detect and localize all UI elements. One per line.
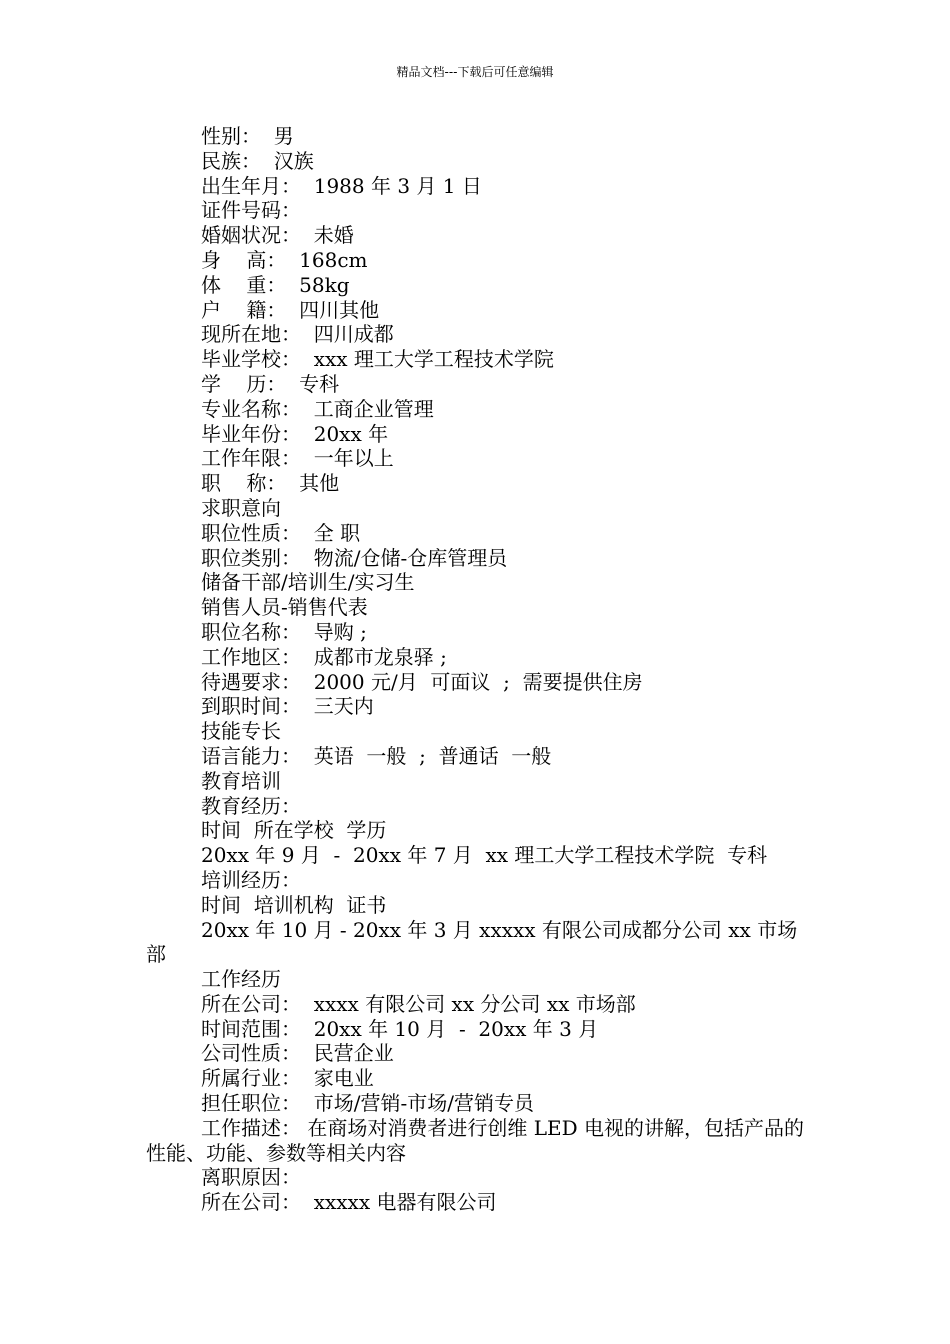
field-company-nature: 公司性质： 民营企业 bbox=[201, 1041, 394, 1066]
field-weight: 体 重： 58kg bbox=[201, 272, 350, 297]
education-row: 20xx 年 9 月 - 20xx 年 7 月 xx 理工大学工程技术学院 专科 bbox=[201, 843, 768, 868]
field-position: 担任职位： 市场/营销-市场/营销专员 bbox=[201, 1091, 534, 1116]
field-company-2: 所在公司： xxxxx 电器有限公司 bbox=[201, 1190, 497, 1215]
field-job-category: 职位类别： 物流/仓储-仓库管理员 bbox=[201, 545, 508, 570]
job-category-item: 储备干部/培训生/实习生 bbox=[201, 570, 415, 595]
field-time-range: 时间范围： 20xx 年 10 月 - 20xx 年 3 月 bbox=[201, 1016, 599, 1041]
field-major: 专业名称： 工商企业管理 bbox=[201, 396, 434, 421]
page-header: 精品文档---下载后可任意编辑 bbox=[396, 65, 554, 79]
field-ethnicity: 民族： 汉族 bbox=[201, 148, 314, 173]
training-header-row: 时间 培训机构 证书 bbox=[201, 892, 387, 917]
field-job-nature: 职位性质： 全 职 bbox=[201, 520, 361, 545]
section-work-experience: 工作经历 bbox=[201, 967, 281, 992]
field-company: 所在公司： xxxx 有限公司 xx 分公司 xx 市场部 bbox=[201, 991, 636, 1016]
field-start-time: 到职时间： 三天内 bbox=[201, 694, 374, 719]
section-education-training: 教育培训 bbox=[201, 768, 281, 793]
field-birth-date: 出生年月： 1988 年 3 月 1 日 bbox=[201, 173, 482, 198]
field-current-location: 现所在地： 四川成都 bbox=[201, 322, 394, 347]
field-job-description: 工作描述： 在商场对消费者进行创维 LED 电视的讲解，包括产品的性能、功能、参数等相关内容 bbox=[146, 1115, 804, 1165]
field-job-name: 职位名称： 导购 ; bbox=[201, 619, 367, 644]
field-education: 学 历： 专科 bbox=[201, 371, 340, 396]
field-work-area: 工作地区： 成都市龙泉驿 ; bbox=[201, 644, 447, 669]
field-language: 语言能力： 英语 一般 ; 普通话 一般 bbox=[201, 743, 552, 768]
field-height: 身 高： 168cm bbox=[201, 247, 368, 272]
education-header-row: 时间 所在学校 学历 bbox=[201, 818, 387, 843]
field-household-registration: 户 籍： 四川其他 bbox=[201, 297, 380, 322]
training-row: 20xx 年 10 月 - 20xx 年 3 月 xxxxx 有限公司成都分公司 xx 市场部 bbox=[146, 917, 798, 967]
resume-body bbox=[146, 124, 810, 1215]
field-marital-status: 婚姻状况： 未婚 bbox=[201, 223, 354, 248]
field-gender: 性别： 男 bbox=[201, 124, 294, 148]
field-leave-reason: 离职原因： bbox=[201, 1165, 301, 1190]
field-graduate-school: 毕业学校： xxx 理工大学工程技术学院 bbox=[201, 347, 554, 372]
section-job-intention: 求职意向 bbox=[201, 495, 281, 520]
field-work-years: 工作年限： 一年以上 bbox=[201, 446, 394, 471]
job-category-item: 销售人员-销售代表 bbox=[201, 595, 368, 620]
field-id-number: 证件号码： bbox=[201, 198, 301, 223]
field-graduation-year: 毕业年份： 20xx 年 bbox=[201, 421, 389, 446]
field-title: 职 称： 其他 bbox=[201, 471, 340, 496]
field-salary: 待遇要求： 2000 元/月 可面议 ; 需要提供住房 bbox=[201, 669, 643, 694]
field-training-history: 培训经历： bbox=[201, 867, 301, 892]
field-industry: 所属行业： 家电业 bbox=[201, 1066, 374, 1091]
section-skills: 技能专长 bbox=[201, 719, 281, 744]
field-education-history: 教育经历： bbox=[201, 793, 301, 818]
